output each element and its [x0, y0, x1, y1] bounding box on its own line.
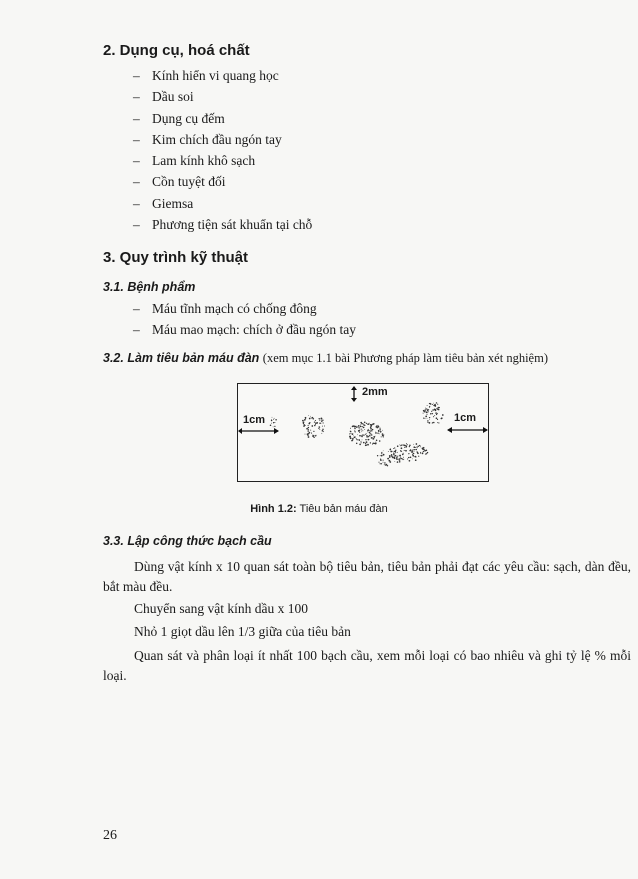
list-item-text: Máu mao mạch: chích ở đầu ngón tay	[152, 322, 356, 338]
list-item-text: Lam kính khô sạch	[152, 153, 256, 169]
smear-speckles	[270, 402, 444, 466]
equipment-list	[133, 65, 312, 235]
list-dash: –	[133, 217, 140, 233]
figure-label-2mm: 2mm	[362, 386, 388, 398]
specimen-list	[133, 298, 356, 341]
paragraph-procedure-3: Nhỏ 1 giọt dầu lên 1/3 giữa của tiêu bản	[134, 624, 351, 639]
figure-caption	[0, 503, 638, 515]
page-number: 26	[103, 828, 117, 843]
list-item	[133, 129, 312, 150]
list-item	[133, 65, 312, 86]
list-dash: –	[133, 322, 140, 338]
blood-smear-figure	[237, 383, 489, 482]
list-item-text: Dụng cụ đếm	[152, 110, 225, 126]
list-dash: –	[133, 131, 140, 147]
subsection-heading-smear	[103, 351, 548, 366]
list-item	[133, 108, 312, 129]
list-item	[133, 298, 356, 319]
list-item-text: Kính hiển vi quang học	[152, 68, 279, 83]
list-item	[133, 86, 312, 107]
figure-caption-text: Tiêu bản máu đàn	[299, 503, 388, 515]
list-item-text: Kim chích đầu ngón tay	[152, 131, 282, 147]
list-dash: –	[133, 153, 140, 169]
list-item-text: Dầu soi	[152, 89, 194, 105]
list-item-text: Giemsa	[152, 195, 194, 211]
list-item	[133, 171, 312, 192]
list-dash: –	[133, 301, 140, 316]
paragraph-procedure-2: Chuyển sang vật kính dầu x 100	[134, 601, 308, 616]
list-dash: –	[133, 110, 140, 126]
paragraph-procedure-4: Quan sát và phân loại ít nhất 100 bạch cầu, xem mỗi loại có bao nhiêu và ghi tỷ lệ % mỗi loại.	[103, 648, 631, 683]
subsection-heading-differential: 3.3. Lập công thức bạch cầu	[103, 534, 272, 548]
list-item	[133, 193, 312, 214]
figure-label-right-1cm: 1cm	[454, 412, 477, 424]
list-item	[133, 150, 312, 171]
list-item	[133, 214, 312, 235]
list-dash: –	[133, 89, 140, 105]
figure-caption-number: Hình 1.2:	[250, 503, 297, 515]
subsection-heading-specimen: 3.1. Bệnh phẩm	[103, 280, 196, 294]
list-item-text: Phương tiện sát khuẩn tại chỗ	[152, 217, 313, 233]
list-item-text: Máu tĩnh mạch có chống đông	[152, 301, 317, 316]
list-dash: –	[133, 68, 140, 83]
list-item-text: Cồn tuyệt đối	[152, 174, 226, 190]
figure-label-left-1cm: 1cm	[243, 414, 266, 426]
list-item	[133, 319, 356, 340]
list-dash: –	[133, 195, 140, 211]
smear-heading-note: (xem mục 1.1 bài Phương pháp làm tiêu bản xét nghiệm)	[262, 351, 548, 365]
section-heading-equipment: 2. Dụng cụ, hoá chất	[103, 42, 250, 59]
figure-graphics	[238, 384, 488, 481]
section-heading-procedure: 3. Quy trình kỹ thuật	[103, 249, 249, 266]
paragraph-procedure-1: Dùng vật kính x 10 quan sát toàn bộ tiêu bản, tiêu bản phải đạt các yêu cầu: sạch, dàn đều, bắt màu đều.	[103, 559, 631, 594]
list-dash: –	[133, 174, 140, 190]
smear-heading-text: 3.2. Làm tiêu bản máu đàn	[103, 351, 260, 365]
